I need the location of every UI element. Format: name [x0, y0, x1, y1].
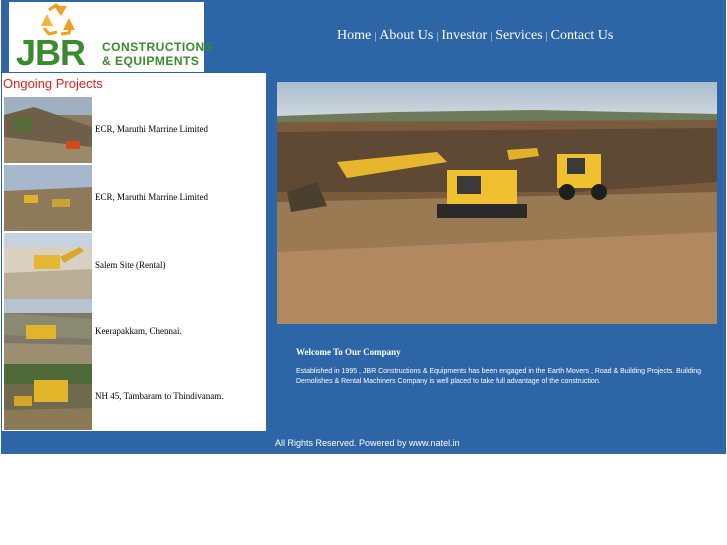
project-thumbnail	[4, 299, 92, 365]
nav-contact-us[interactable]: Contact Us	[550, 28, 614, 43]
project-label: NH 45, Tambaram to Thindivanam.	[95, 391, 224, 401]
company-logo[interactable]	[9, 2, 214, 73]
project-label: Salem Site (Rental)	[95, 260, 166, 270]
project-item[interactable]	[4, 233, 266, 299]
project-item[interactable]	[4, 97, 266, 163]
nav-services[interactable]: Services	[495, 28, 543, 43]
nav-about-us[interactable]: About Us	[379, 28, 434, 43]
main-nav: Home | About Us | Investor | Services | Contact Us	[337, 28, 614, 43]
welcome-heading: Welcome To Our Company	[296, 347, 401, 357]
project-label: ECR, Maruthi Marrine Limited	[95, 192, 208, 202]
project-thumbnail	[4, 364, 92, 430]
ongoing-projects-panel	[2, 73, 266, 431]
project-item[interactable]	[4, 299, 266, 365]
logo-subtitle: CONSTRUCTIONS & EQUIPMENTS	[102, 40, 214, 68]
project-thumbnail	[4, 233, 92, 299]
project-thumbnail	[4, 165, 92, 231]
nav-investor[interactable]: Investor	[441, 28, 488, 43]
ongoing-projects-title: Ongoing Projects	[3, 76, 103, 91]
project-thumbnail	[4, 97, 92, 163]
nav-home[interactable]: Home	[337, 28, 372, 43]
company-description: Established in 1995 , JBR Constructions & Equipments has been engaged in the Earth Movers , Road & Building Projects. Building Demolishes & Rental Machiners Company is well placed to take full advantage of the construction.	[296, 368, 702, 385]
project-label: Keerapakkam, Chennai.	[95, 326, 182, 336]
project-item[interactable]	[4, 165, 266, 231]
hero-excavator-photo	[277, 82, 717, 324]
project-item[interactable]	[4, 364, 266, 430]
footer-text: All Rights Reserved. Powered by www.natel.in	[275, 438, 460, 448]
logo-text: JBR	[16, 32, 86, 73]
project-label: ECR, Maruthi Marrine Limited	[95, 124, 208, 134]
